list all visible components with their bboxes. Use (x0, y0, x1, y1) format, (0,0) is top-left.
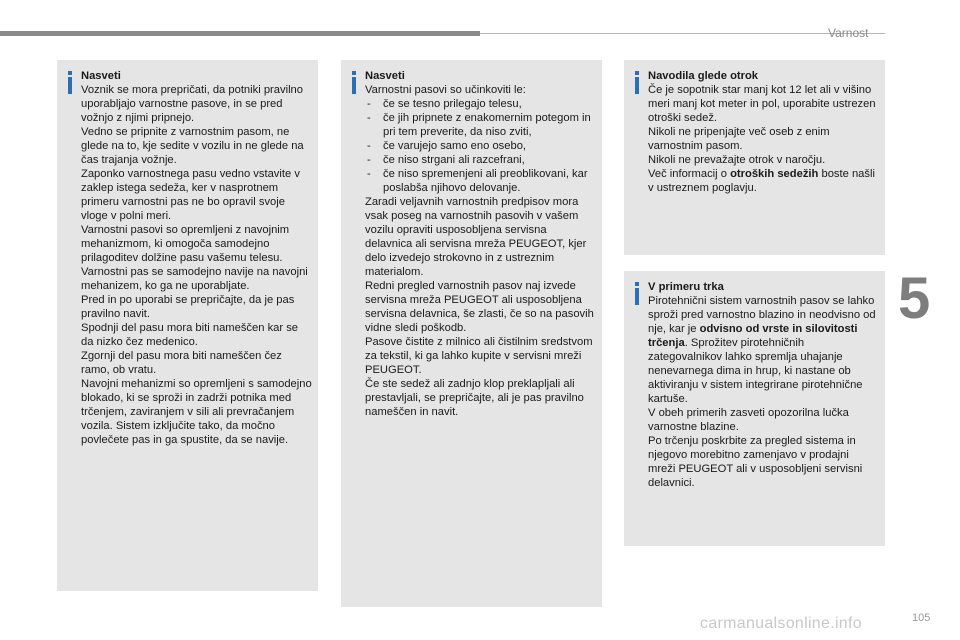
emphasis-collision-type: odvisno od vrste in silovitosti trčenja (648, 323, 858, 349)
page-number: 105 (912, 612, 931, 624)
box-title: Navodila glede otrok (648, 70, 759, 82)
box-paragraph: Če je sopotnik star manj kot 12 let ali v višino meri manj kot meter in pol, uporabite ustrezen otroški sedež. (648, 84, 876, 124)
box-paragraph: Navojni mehanizmi so opremljeni s samodejno blokado, ki se sproži in zadrži potnika med trčenjem, zaviranjem v sili ali prevračanjem vozila. Sistem izključite tako, da močno povlečete pas in ga spustite, da se navije. (81, 378, 312, 446)
advice-box-children (624, 60, 885, 255)
box-paragraph: Spodnji del pasu mora biti nameščen kar se da nizko čez medenico. (81, 322, 299, 348)
header-rule (480, 33, 885, 34)
box-title: V primeru trka (648, 281, 724, 293)
box-paragraph: Voznik se mora prepričati, da potniki pravilno uporabljajo varnostne pasove, in se pred vožnjo z njimi pripnejo. (81, 84, 303, 124)
header-bar (0, 31, 480, 36)
text-run: boste našli v ustreznem poglavju. (648, 168, 875, 194)
box-paragraph: Po trčenju poskrbite za pregled sistema in njegovo morebitno zamenjavo v prodajni mreži PEUGEOT ali v usposobljeni servisni delavnici. (648, 435, 863, 489)
box-paragraph: Nikoli ne prevažajte otrok v naročju. (648, 154, 826, 166)
box-paragraph: Če ste sedež ali zadnjo klop preklapljali ali prestavljali, se prepričajte, ali je pas pravilno nameščen in navit. (365, 378, 584, 418)
section-title: Varnost (828, 26, 869, 40)
list-item: - če niso spremenjeni ali preoblikovani, kar poslabša njihovo delovanje. (365, 167, 596, 195)
list-item: - če varujejo samo eno osebo, (365, 139, 596, 153)
box-paragraph: Redni pregled varnostnih pasov naj izvede servisna mreža PEUGEOT ali usposobljena servisna delavnica, še zlasti, če so na pasovih vidne sledi poškodb. (365, 280, 594, 334)
text-run: . Sprožitev pirotehničnih zategovalnikov lahko spremlja uhajanje nenevarnega dima in hrup, ki nastane ob aktiviranju v sistem integrirane pirotehnične kartuše. (648, 337, 863, 405)
box-paragraph-reference (648, 167, 879, 195)
info-icon (65, 71, 79, 94)
advice-box-collision (624, 271, 885, 546)
box-paragraph: Varnostni pasovi so opremljeni z navojnim mehanizmom, ki omogoča samodejno prilagoditev dolžine pasu vašemu telesu. Varnostni pas se samodejno navije na navojni mehanizem, ko ga ne uporabljate. (81, 224, 308, 292)
info-icon (632, 71, 646, 94)
box-title: Nasveti (81, 70, 121, 82)
box-paragraph: Pasove čistite z milnico ali čistilnim sredstvom za tekstil, ki ga lahko kupite v servisni mreži PEUGEOT. (365, 336, 593, 376)
box-paragraph: Vedno se pripnite z varnostnim pasom, ne glede na to, kje sedite v vozilu in ne glede na čas trajanja vožnje. (81, 126, 304, 166)
text-run: Pirotehnični sistem varnostnih pasov se lahko sproži pred varnostno blazino in neodvisno od nje, kar je (648, 295, 876, 335)
watermark: carmanualsonline.info (700, 615, 862, 632)
box-paragraph: V obeh primerih zasveti opozorilna lučka varnostne blazine. (648, 407, 849, 433)
box-paragraph-pyrotechnic (648, 294, 879, 406)
list-item: - če niso strgani ali razcefrani, (365, 153, 596, 167)
text-run: Več informacij o (648, 168, 731, 180)
info-icon (349, 71, 363, 94)
condition-list (365, 97, 596, 195)
box-paragraph: Zaradi veljavnih varnostnih predpisov mora vsak poseg na varnostnih pasovih v vašem vozilu opraviti usposobljena servisna delavnica ali servisna mreža PEUGEOT, kjer delo izvedejo strokovno in z ustreznim materialom. (365, 196, 587, 278)
box-paragraph: Nikoli ne pripenjajte več oseb z enim varnostnim pasom. (648, 126, 830, 152)
box-paragraph: Zaponko varnostnega pasu vedno vstavite v zaklep istega sedeža, ker v nasprotnem primeru varnostni pas ne bo opravil svoje vloge v polni meri. (81, 168, 300, 222)
list-item: - če se tesno prilegajo telesu, (365, 97, 596, 111)
box-paragraph: Zgornji del pasu mora biti nameščen čez ramo, ob vratu. (81, 350, 282, 376)
emphasis-child-seats: otroških sedežih (730, 168, 819, 180)
box-intro: Varnostni pasovi so učinkoviti le: (365, 84, 526, 96)
list-item: - če jih pripnete z enakomernim potegom in pri tem preverite, da niso zviti, (365, 111, 596, 139)
box-paragraph: Pred in po uporabi se prepričajte, da je pas pravilno navit. (81, 294, 295, 320)
chapter-number: 5 (898, 266, 931, 331)
box-title: Nasveti (365, 70, 405, 82)
advice-box-effectiveness (341, 60, 602, 607)
info-icon (632, 282, 646, 305)
advice-box-seatbelts (57, 60, 318, 591)
